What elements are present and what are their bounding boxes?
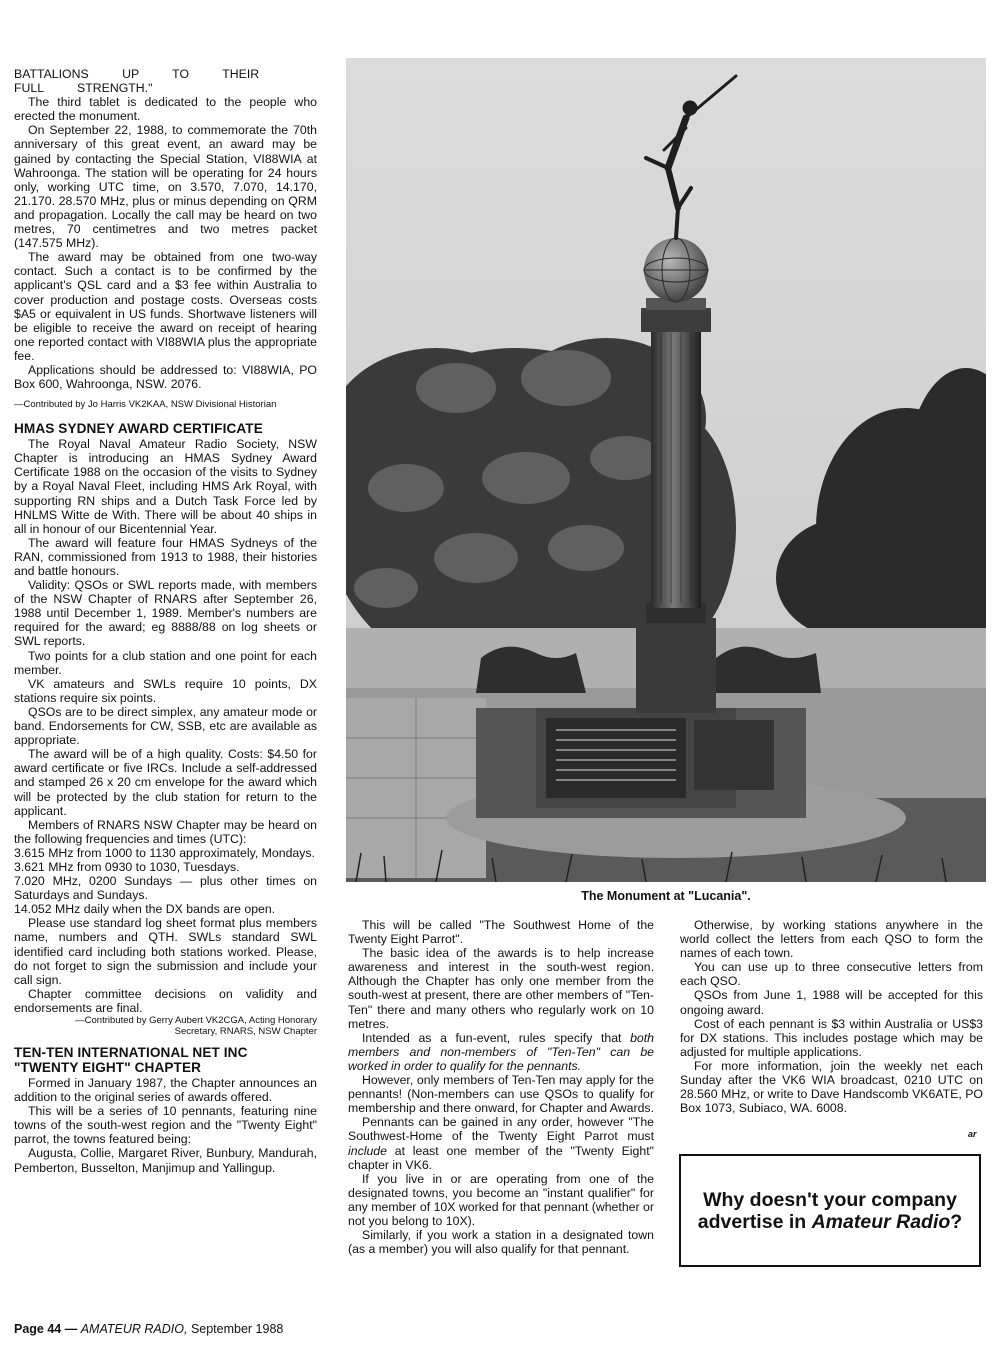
heading-hmas-sydney: HMAS SYDNEY AWARD CERTIFICATE bbox=[14, 421, 263, 437]
credit-gerry-aubert bbox=[14, 1015, 317, 1037]
paragraph-intended-italic: both members and non-members of "Ten-Ten" can be worked in order to qualify for the pennants. bbox=[348, 1030, 654, 1073]
paragraph-validity: Validity: QSOs or SWL reports made, with members of the NSW Chapter of RNARS after September 26, 1988 until December 1, 1989. Member's numbers are required for the award; eg 8888/88 on log sheets or SWL reports. bbox=[14, 578, 317, 649]
paragraph-instant: If you live in or are operating from one of the designated towns, you become an "instant qualifier" for any member of 10X worked for that pennant (whether or not you belong to 10X). bbox=[348, 1171, 654, 1228]
paragraph-three-letters: You can use up to three consecutive letters from each QSO. bbox=[680, 960, 983, 989]
footer-magazine: AMATEUR RADIO, bbox=[80, 1322, 188, 1336]
paragraph-otherwise: Otherwise, by working stations anywhere in the world collect the letters from each QSO to form the names of each town. bbox=[680, 918, 983, 961]
paragraph-award-obtained: The award may be obtained from one two-way contact. Such a contact is to be confirmed by the applicant's QSL card and a $3 fee within Australia to cover production and postage costs. Overseas costs $A5 or equivalent in US funds. Shortwave listeners will be eligible to receive the award on receipt of hearing one reported contact with VI88WIA plus the appropriate fee. bbox=[14, 250, 317, 363]
advertise-box bbox=[679, 1154, 981, 1267]
paragraph-basic-idea: The basic idea of the awards is to help increase awareness and interest in the south-west region. Although the Chapter has only one member from the south-west at present, there are other members of "Ten-Ten" there and many others who regularly work on 10 metres. bbox=[348, 946, 654, 1031]
advertise-line1: Why doesn't your company bbox=[703, 1188, 957, 1211]
advertise-line2-magazine: Amateur Radio bbox=[811, 1210, 951, 1233]
frequency-line-2: 3.621 MHz from 0930 to 1030, Tuesdays. bbox=[14, 859, 240, 874]
paragraph-intended bbox=[348, 1031, 654, 1073]
paragraph-called: This will be called "The Southwest Home of the Twenty Eight Parrot". bbox=[348, 918, 654, 947]
photo-caption: The Monument at "Lucania". bbox=[581, 889, 751, 903]
paragraph-september-22: On September 22, 1988, to commemorate the 70th anniversary of this great event, an award may be gained by contacting the Special Station, VI88WIA at Wahroonga. The station will be operating for 24 hours only, working UTC time, on 3.570, 7.070, 14.170, 21.170. 28.570 MHz, plus or minus depending on QRM and propagation. Locally the call may be heard on two metres, 70 centimetres and two metres packet (147.575 MHz). bbox=[14, 123, 317, 251]
heading-ten-ten bbox=[14, 1045, 317, 1075]
advertise-line2-plain: advertise in bbox=[697, 1210, 812, 1233]
paragraph-pennants bbox=[348, 1115, 654, 1171]
paragraph-feature: The award will feature four HMAS Sydneys of the RAN, commissioned from 1913 to 1988, their histories and battle honours. bbox=[14, 535, 317, 578]
paragraph-cost: Cost of each pennant is $3 within Australia or US$3 for DX stations. This includes postage which may be adjusted for multiple applications. bbox=[680, 1016, 983, 1059]
paragraph-two-points: Two points for a club station and one point for each member. bbox=[14, 648, 317, 677]
end-mark: ar bbox=[968, 1129, 977, 1139]
paragraph-log-sheet: Please use standard log sheet format plus members name, numbers and QTH. SWLs standard SWL identified card including both stations worked. Please, do not forget to sign the submission and include your call sign. bbox=[14, 916, 317, 987]
footer-page-number: Page 44 — bbox=[14, 1322, 78, 1336]
paragraph-rnars: The Royal Naval Amateur Radio Society, NSW Chapter is introducing an HMAS Sydney Award Certificate 1988 on the occasion of the visits to Sydney by a Royal Naval Fleet, including HMS Ark Royal, with supporting RN ships and a Dutch Task Force led by HNLMS Witte de With. There will be about 40 ships in all in honour of our Bicentennial Year. bbox=[14, 437, 317, 536]
frequency-line-3: 7.020 MHz, 0200 Sundays — plus other times on Saturdays and Sundays. bbox=[14, 874, 317, 903]
paragraph-applications: Applications should be addressed to: VI88WIA, PO Box 600, Wahroonga, NSW. 2076. bbox=[14, 362, 317, 392]
paragraph-intended-plain: Intended as a fun-event, rules specify that bbox=[362, 1030, 631, 1045]
paragraph-members-heard: Members of RNARS NSW Chapter may be heard on the following frequencies and times (UTC): bbox=[14, 817, 317, 846]
paragraph-formed: Formed in January 1987, the Chapter announces an addition to the original series of awards offered. bbox=[14, 1076, 317, 1105]
paragraph-battalions: BATTALIONS UP TO THEIR FULL STRENGTH." bbox=[14, 67, 260, 96]
heading-ten-ten-line1: TEN-TEN INTERNATIONAL NET INC bbox=[14, 1045, 248, 1060]
frequency-line-4: 14.052 MHz daily when the DX bands are open. bbox=[14, 902, 276, 917]
paragraph-vk-amateurs: VK amateurs and SWLs require 10 points, DX stations require six points. bbox=[14, 676, 317, 705]
paragraph-third-tablet: The third tablet is dedicated to the people who erected the monument. bbox=[14, 95, 317, 124]
paragraph-series: This will be a series of 10 pennants, featuring nine towns of the south-west region and the "Twenty Eight" parrot, the towns featured being: bbox=[14, 1104, 317, 1147]
paragraph-more-info: For more information, join the weekly net each Sunday after the VK6 WIA broadcast, 0210 UTC on 28.560 MHz, or write to Dave Handscomb VK6ATE, PO Box 1073, Subiaco, WA. 6008. bbox=[680, 1058, 983, 1116]
paragraph-high-quality: The award will be of a high quality. Costs: $4.50 for award certificate or five IRCs. Include a self-addressed and stamped 26 x 20 cm envelope for the award which will be protected by the club station for return to the applicant. bbox=[14, 747, 317, 818]
paragraph-pennants-start: Pennants can be gained in any order, however "The Southwest-Home of the Twenty Eight Parrot must bbox=[348, 1115, 654, 1144]
page-footer bbox=[14, 1322, 283, 1336]
frequency-line-1: 3.615 MHz from 1000 to 1130 approximately, Mondays. bbox=[14, 845, 315, 860]
left-column bbox=[14, 67, 317, 1175]
monument-photo bbox=[346, 58, 986, 882]
paragraph-towns: Augusta, Collie, Margaret River, Bunbury, Mandurah, Pemberton, Busselton, Manjimup and Yallingup. bbox=[14, 1146, 317, 1175]
right-column bbox=[680, 918, 983, 1115]
paragraph-pennants-italic: include bbox=[348, 1143, 387, 1158]
monument-photo-illustration bbox=[346, 58, 986, 882]
credit-jo-harris: —Contributed by Jo Harris VK2KAA, NSW Divisional Historian bbox=[14, 399, 277, 411]
paragraph-qsos-direct: QSOs are to be direct simplex, any amateur mode or band. Endorsements for CW, SSB, etc are available as appropriate. bbox=[14, 704, 317, 748]
paragraph-pennants-end: at least one member of the "Twenty Eight" chapter in VK6. bbox=[348, 1143, 654, 1172]
middle-column bbox=[348, 918, 654, 1256]
advertise-line2-end: ? bbox=[950, 1210, 963, 1233]
credit-gerry-aubert-line1: —Contributed by Gerry Aubert VK2CGA, Acting Honorary bbox=[75, 1015, 317, 1026]
advertise-text bbox=[698, 1189, 962, 1233]
heading-ten-ten-line2: "TWENTY EIGHT" CHAPTER bbox=[14, 1060, 202, 1075]
footer-date: September 1988 bbox=[190, 1322, 284, 1336]
paragraph-similarly: Similarly, if you work a station in a designated town (as a member) you will also qualify for that pennant. bbox=[348, 1228, 654, 1257]
paragraph-from-june: QSOs from June 1, 1988 will be accepted for this ongoing award. bbox=[680, 988, 983, 1017]
credit-gerry-aubert-line2: Secretary, RNARS, NSW Chapter bbox=[174, 1026, 317, 1037]
paragraph-however: However, only members of Ten-Ten may apply for the pennants! (Non-members can use QSOs to qualify for membership and there onward, for Chapter and Awards. bbox=[348, 1073, 654, 1116]
paragraph-committee: Chapter committee decisions on validity and endorsements are final. bbox=[14, 986, 317, 1015]
